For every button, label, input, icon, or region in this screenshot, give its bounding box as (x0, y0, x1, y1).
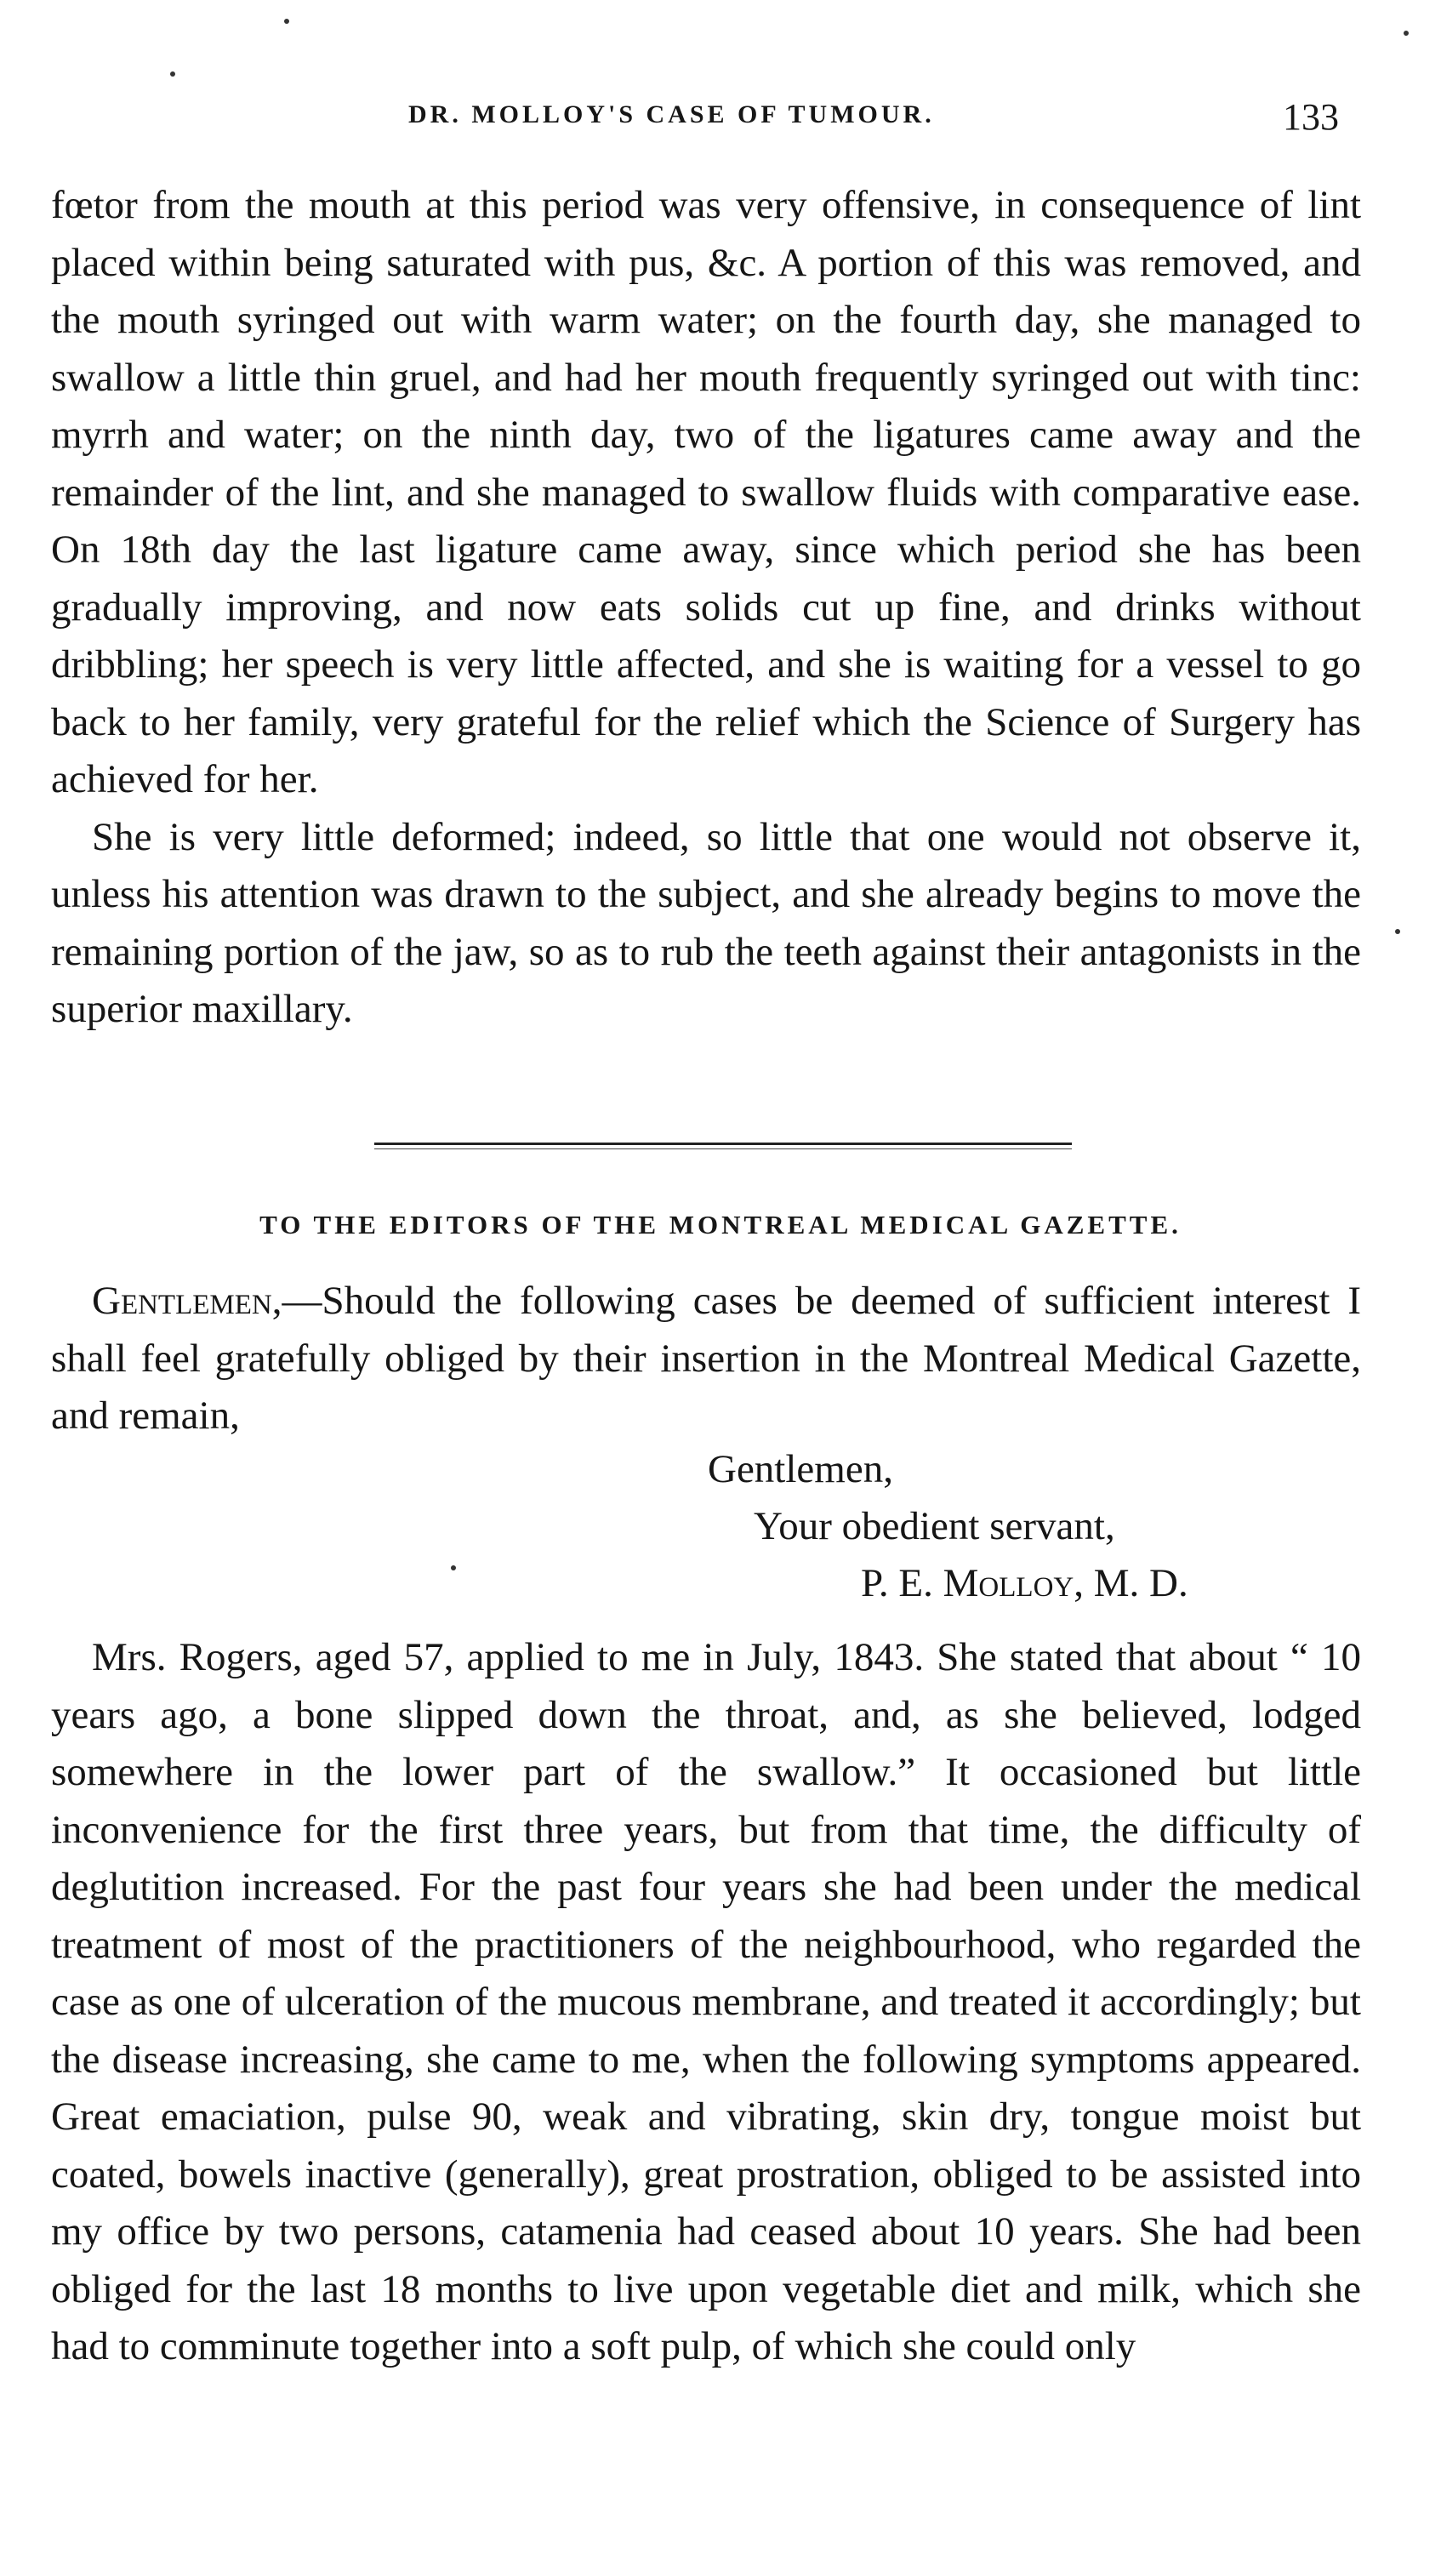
running-head: DR. MOLLOY'S CASE OF TUMOUR. (408, 100, 935, 128)
closing-line: Gentlemen, (708, 1447, 893, 1491)
salutation: Gentlemen, (92, 1279, 282, 1323)
letter-text: —Should the following cases be deemed of sufficient interest I shall feel gratefully obliged by their insertion in the Montreal Medical Gazette, and remain, (51, 1279, 1361, 1438)
page-number: 133 (1283, 96, 1339, 138)
letter-body (51, 1273, 1361, 1445)
print-speck (1404, 31, 1409, 36)
case-report (51, 1629, 1361, 2376)
paragraph: She is very little deformed; indeed, so little that one would not observe it, unless his attention was drawn to the subject, and she already begins to move the remaining portion of the jaw, so as to rub the teeth against their antagonists in the superior maxillary. (51, 814, 1361, 1031)
print-speck (451, 1565, 456, 1570)
section-divider (374, 1143, 1072, 1145)
print-speck (170, 71, 175, 77)
print-speck (1395, 929, 1400, 934)
article-continuation (51, 177, 1361, 1039)
paragraph: fœtor from the mouth at this period was very offensive, in consequence of lint placed within being saturated with pus, &c. A portion of this was removed, and the mouth syringed out with warm water; on the fourth day, she managed to swallow a little thin gruel, and had her mouth frequently syringed out with tinc: myrrh and water; on the ninth day, two of the ligatures came away and the remainder of the lint, and she managed to swallow fluids with comparative ease. On 18th day the last ligature came away, since which period she has been gradually improving, and now eats solids cut up fine, and drinks without dribbling; her speech is very little affected, and she is waiting for a vessel to go back to her family, very grateful for the relief which the Science of Surgery has achieved for her. (51, 183, 1361, 801)
section-heading: TO THE EDITORS OF THE MONTREAL MEDICAL GAZETTE. (259, 1210, 1182, 1240)
letter-to-editors (51, 1273, 1361, 1445)
page-header (0, 96, 1441, 151)
paragraph: Mrs. Rogers, aged 57, applied to me in July, 1843. She stated that about “ 10 years ago, a bone slipped down the throat, and, as she believed, lodged somewhere in the lower part of the swallow.” It occasioned but little inconvenience for the first three years, but from that time, the difficulty of deglutition increased. For the past four years she had been under the medical treatment of most of the practitioners of the neighbourhood, who regarded the case as one of ulceration of the mucous membrane, and treated it accordingly; but the disease increasing, she came to me, when the following symptoms appeared. Great emaciation, pulse 90, weak and vibrating, skin dry, tongue moist but coated, bowels inactive (generally), great prostration, obliged to be assisted into my office by two persons, catamenia had ceased about 10 years. She had been obliged for the last 18 months to live upon vegetable diet and milk, which she had to comminute together into a soft pulp, of which she could only (51, 1635, 1361, 2368)
closing-line: Your obedient servant, (754, 1504, 1115, 1548)
signature: P. E. Molloy, M. D. (861, 1561, 1188, 1605)
print-speck (284, 19, 289, 24)
